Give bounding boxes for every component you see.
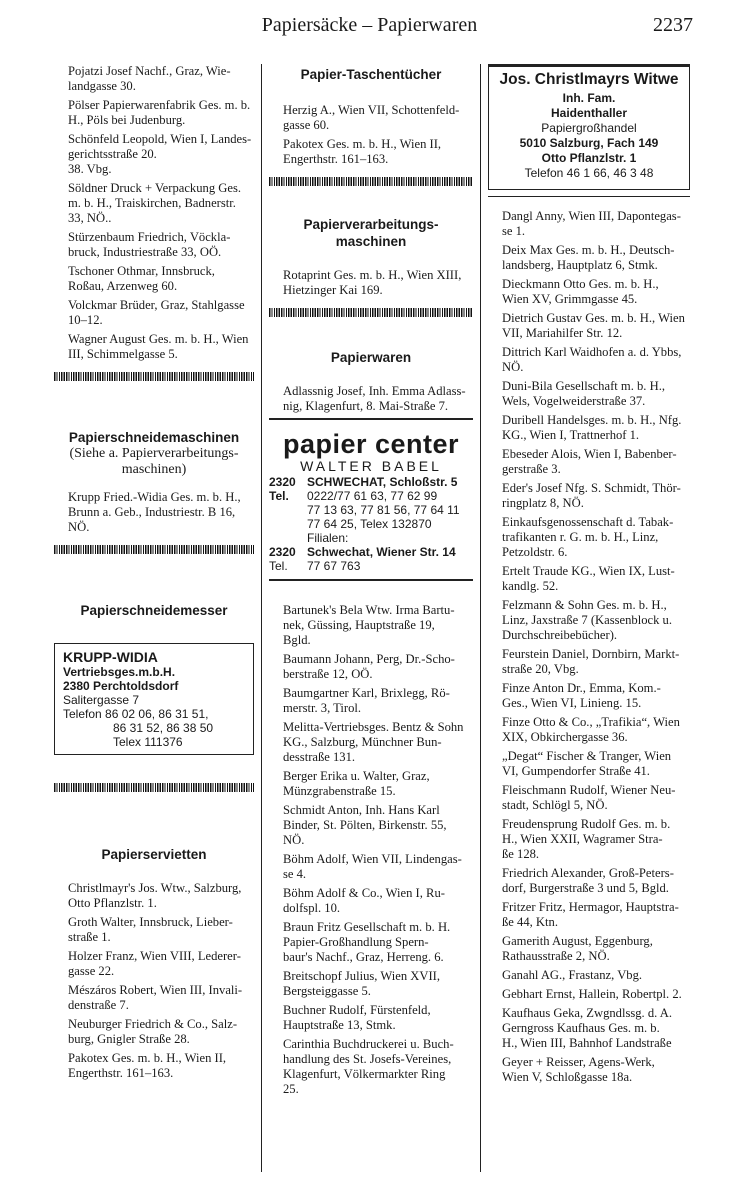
column-3: [488, 64, 690, 1089]
separator-stripe: [54, 372, 254, 381]
separator-stripe: [269, 308, 473, 317]
ad-logo: papier center: [282, 429, 460, 459]
list-item: Adlassnig Josef, Inh. Emma Adlass- nig, Klagenfurt, 8. Mai-Straße 7.: [283, 384, 466, 413]
list-item: Rotaprint Ges. m. b. H., Wien XIII, Hietzinger Kai 169.: [283, 268, 462, 297]
list-item: Pakotex Ges. m. b. H., Wien II, Engerthstr. 161–163.: [68, 1051, 227, 1080]
list-item: Freudensprung Rudolf Ges. m. b. H., Wien XXII, Wagramer Stra- ße 128.: [502, 817, 671, 861]
list-item: Einkaufsgenossenschaft d. Tabak- trafikanten r. G. m. b. H., Linz, Petzoldstr. 6.: [502, 515, 674, 559]
section-title: Papierwaren: [330, 350, 412, 365]
list-item: Schönfeld Leopold, Wien I, Landes- gerichtsstraße 20. 38. Vbg.: [68, 132, 252, 176]
list-item: Herzig A., Wien VII, Schottenfeld- gasse 60.: [283, 103, 460, 132]
list-item: Duribell Handelsges. m. b. H., Nfg. KG., Wien I, Trattnerhof 1.: [502, 413, 682, 442]
list-item: Ganahl AG., Frastanz, Vbg.: [502, 968, 643, 982]
separator-stripe: [54, 545, 254, 554]
list-item: Deix Max Ges. m. b. H., Deutsch- landsberg, Hauptplatz 6, Stmk.: [502, 243, 675, 272]
list-item: Gebhart Ernst, Hallein, Robertpl. 2.: [502, 987, 682, 1001]
list-item: Feurstein Daniel, Dornbirn, Markt- straße 20, Vbg.: [502, 647, 680, 676]
divider: [488, 196, 690, 197]
papier-center-ad: papier center WALTER BABEL 2320 SCHWECHAT, Schloßstr. 5 Tel. 0222/77 61 63, 77 62 99 77 13 63, 77 81 56, 77 64 11 77 64 25, Telex 132870 Filialen: 2320 Schwechat, Wiener Str. 14 Tel. 77 67 763: [269, 430, 473, 573]
list-item: Baumann Johann, Perg, Dr.-Scho- berstraße 12, OÖ.: [283, 652, 455, 681]
list-item: Braun Fritz Gesellschaft m. b. H. Papier-Großhandlung Spern- baur's Nachf., Graz, Herreng. 6.: [283, 920, 451, 964]
section-title: Papierverarbeitungs- maschinen: [303, 217, 439, 249]
page-title: Papiersäcke – Papierwaren: [261, 14, 478, 36]
section-title: Papierservietten: [101, 847, 207, 862]
list-item: Krupp Fried.-Widia Ges. m. b. H., Brunn a. Geb., Industriestr. B 16, NÖ.: [68, 490, 241, 534]
list-item: Dietrich Gustav Ges. m. b. H., Wien VII, Mariahilfer Str. 12.: [502, 311, 685, 340]
list-item: Breitschopf Julius, Wien XVII, Bergsteiggasse 5.: [283, 969, 441, 998]
list-item: Stürzenbaum Friedrich, Vöckla- bruck, Industriestraße 33, OÖ.: [68, 230, 231, 259]
list-item: Baumgartner Karl, Brixlegg, Rö- merstr. 3, Tirol.: [283, 686, 450, 715]
list-item: Ertelt Traude KG., Wien IX, Lust- kandlg. 52.: [502, 564, 675, 593]
list-item: Eder's Josef Nfg. S. Schmidt, Thör- ringplatz 8, NÖ.: [502, 481, 681, 510]
list-item: Pojatzi Josef Nachf., Graz, Wie- landgasse 30.: [68, 64, 231, 93]
list-item: Schmidt Anton, Inh. Hans Karl Binder, St. Pölten, Birkenstr. 55, NÖ.: [283, 803, 447, 847]
page-header: [0, 10, 739, 42]
list-item: Neuburger Friedrich & Co., Salz- burg, Gnigler Straße 28.: [68, 1017, 238, 1046]
column-2: [269, 64, 473, 1101]
advertisement-box: KRUPP-WIDIA Vertriebsges.m.b.H. 2380 Perchtoldsdorf Salitergasse 7 Telefon 86 02 06, 86 31 51, 86 31 52, 86 38 50 Telex 111376: [54, 643, 254, 755]
list-item: Böhm Adolf, Wien VII, Lindengas- se 4.: [283, 852, 462, 881]
column-divider: [261, 64, 262, 1172]
list-item: Dieckmann Otto Ges. m. b. H., Wien XV, Grimmgasse 45.: [502, 277, 659, 306]
list-item: Christlmayr's Jos. Wtw., Salzburg, Otto Pflanzlstr. 1.: [68, 881, 242, 910]
list-item: Finze Anton Dr., Emma, Kom.- Ges., Wien VI, Linieng. 15.: [502, 681, 661, 710]
separator-stripe: [54, 783, 254, 792]
list-item: Bartunek's Bela Wtw. Irma Bartu- nek, Güssing, Hauptstraße 19, Bgld.: [283, 603, 455, 647]
list-item: Fritzer Fritz, Hermagor, Hauptstra- ße 44, Ktn.: [502, 900, 679, 929]
column-1: [54, 64, 254, 1085]
list-item: Kaufhaus Geka, Zwgndlssg. d. A. Gerngross Kaufhaus Ges. m. b. H., Wien III, Bahnhof Landstraße: [502, 1006, 672, 1050]
list-item: Felzmann & Sohn Ges. m. b. H., Linz, Jaxstraße 7 (Kassenblock u. Durchschreibebücher).: [502, 598, 672, 642]
list-item: Melitta-Vertriebsges. Bentz & Sohn KG., Salzburg, Münchner Bun- desstraße 131.: [283, 720, 464, 764]
list-item: Berger Erika u. Walter, Graz, Münzgrabenstraße 15.: [283, 769, 430, 798]
list-item: Volckmar Brüder, Graz, Stahlgasse 10–12.: [68, 298, 245, 327]
list-item: Böhm Adolf & Co., Wien I, Ru- dolfspl. 10.: [283, 886, 445, 915]
section-title: Papierschneidemesser: [80, 603, 228, 618]
divider: [269, 418, 473, 420]
list-item: Finze Otto & Co., „Trafikia“, Wien XIX, Obkirchergasse 36.: [502, 715, 680, 744]
list-item: Tschoner Othmar, Innsbruck, Roßau, Arzenweg 60.: [68, 264, 215, 293]
list-item: Fleischmann Rudolf, Wiener Neu- stadt, Schlögl 5, NÖ.: [502, 783, 676, 812]
advertisement-box: Jos. Christlmayrs Witwe Inh. Fam. Haidenthaller Papiergroßhandel 5010 Salzburg, Fach 149 Otto Pflanzlstr. 1 Telefon 46 1 66, 46 3 48: [488, 64, 690, 190]
ad-owner: WALTER BABEL: [300, 458, 442, 474]
column-divider: [480, 64, 481, 1172]
list-item: Buchner Rudolf, Fürstenfeld, Hauptstraße 13, Stmk.: [283, 1003, 431, 1032]
section-note: (Siehe a. Papierverarbeitungs- maschinen): [69, 446, 239, 477]
list-item: Duni-Bila Gesellschaft m. b. H., Wels, Vogelweiderstraße 37.: [502, 379, 665, 408]
list-item: Carinthia Buchdruckerei u. Buch- handlung des St. Josefs-Vereines, Klagenfurt, Völkermarkter Ring 25.: [283, 1037, 454, 1096]
separator-stripe: [269, 177, 473, 186]
list-item: Dangl Anny, Wien III, Dapontegas- se 1.: [502, 209, 681, 238]
list-item: Pölser Papierwarenfabrik Ges. m. b. H., Pöls bei Judenburg.: [68, 98, 251, 127]
list-item: Wagner August Ges. m. b. H., Wien III, Schimmelgasse 5.: [68, 332, 249, 361]
list-item: Gamerith August, Eggenburg, Rathausstraße 2, NÖ.: [502, 934, 653, 963]
list-item: Geyer + Reisser, Agens-Werk, Wien V, Schloßgasse 18a.: [502, 1055, 655, 1084]
list-item: Ebeseder Alois, Wien I, Babenber- gerstraße 3.: [502, 447, 677, 476]
list-item: Mészáros Robert, Wien III, Invali- denstraße 7.: [68, 983, 243, 1012]
page-number: 2237: [653, 14, 693, 36]
list-item: Groth Walter, Innsbruck, Lieber- straße 1.: [68, 915, 233, 944]
list-item: Holzer Franz, Wien VIII, Lederer- gasse 22.: [68, 949, 241, 978]
divider: [269, 579, 473, 581]
list-item: Dittrich Karl Waidhofen a. d. Ybbs, NÖ.: [502, 345, 682, 374]
section-title: Papier-Taschentücher: [300, 67, 442, 82]
list-item: Söldner Druck + Verpackung Ges. m. b. H., Traiskirchen, Badnerstr. 33, NÖ..: [68, 181, 241, 225]
section-title: Papierschneidemaschinen: [68, 430, 240, 445]
list-item: Pakotex Ges. m. b. H., Wien II, Engerthstr. 161–163.: [283, 137, 442, 166]
list-item: „Degat“ Fischer & Tranger, Wien VI, Gumpendorfer Straße 41.: [502, 749, 672, 778]
list-item: Friedrich Alexander, Groß-Peters- dorf, Burgerstraße 3 und 5, Bgld.: [502, 866, 674, 895]
